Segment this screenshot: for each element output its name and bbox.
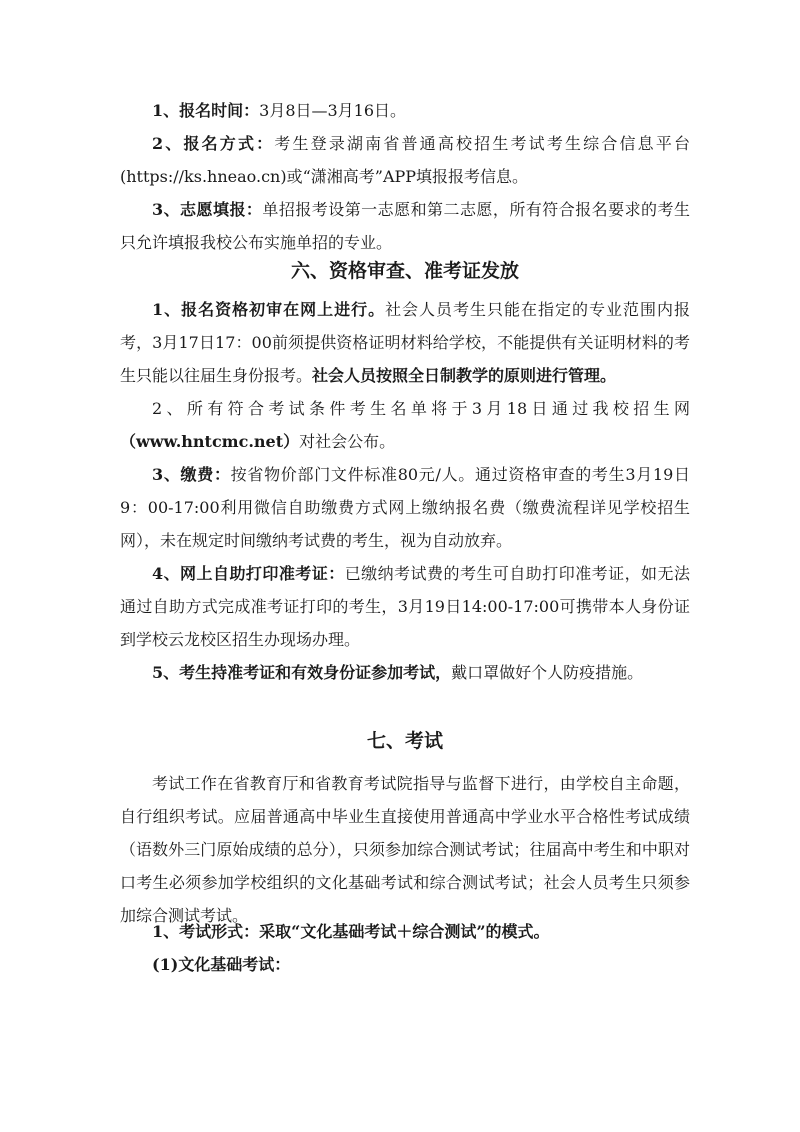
candidate-list-text-end: 对社会公布。 [299,432,396,451]
section-6-title: 六、资格审查、准考证发放 [290,260,519,282]
admission-ticket-text: 已缴纳考试费的考生可自助打印准考证，如无法通过自助方式完成准考证打印的考生，3月19日14:00-17:00可携带本人身份证到学校云龙校区招生办现场办理。 [120,564,690,649]
qualification-review [120,293,690,392]
exam-attendance-label: 5、考生持准考证和有效身份证参加考试， [152,663,452,682]
registration-method [120,127,690,193]
qualification-review-emphasis: 社会人员按照全日制教学的原则进行管理。 [312,366,617,385]
culture-basic-exam [120,948,690,981]
exam-form-label: 1、考试形式：采取“文化基础考试＋综合测试”的模式。 [152,922,550,941]
qualification-review-text: 社会人员考生只能在指定的专业范围内报考，3月17日17：00前须提供资格证明材料给学校，不能提供有关证明材料的考生只能以往届生身份报考。 [120,300,690,385]
candidate-list-notice [120,392,690,458]
exam-attendance-text: 戴口罩做好个人防疫措施。 [451,663,644,682]
preference-filling [120,193,690,259]
fee-payment-label: 3、缴费： [152,465,231,484]
preference-filling-text: 单招报考设第一志愿和第二志愿，所有符合报名要求的考生只允许填报我校公布实施单招的专业。 [120,200,690,252]
registration-method-label: 2、报名方式： [152,134,275,153]
admission-ticket-printing [120,557,690,656]
exam-form [120,915,690,948]
fee-payment [120,458,690,557]
qualification-review-label: 1、报名资格初审在网上进行。 [152,300,386,319]
exam-intro: 考试工作在省教育厅和省教育考试院指导与监督下进行，由学校自主命题，自行组织考试。应届普通高中毕业生直接使用普通高中学业水平合格性考试成绩（语数外三门原始成绩的总分），只须参加综合测试考试；往届高中考生和中职对口考生必须参加学校组织的文化基础考试和综合测试考试；社会人员考生只须参加综合测试考试。 [120,774,690,925]
preference-filling-label: 3、志愿填报： [152,200,263,219]
culture-basic-exam-label: (1)文化基础考试： [152,955,291,974]
registration-time [120,94,690,127]
exam-attendance-notice [120,656,690,689]
admission-ticket-label: 4、网上自助打印准考证： [152,564,345,583]
section-7-title: 七、考试 [366,730,443,752]
registration-time-text: 3月8日—3月16日。 [259,101,407,120]
fee-payment-text: 按省物价部门文件标准80元/人。通过资格审查的考生3月19日9：00-17:00利用微信自助缴费方式网上缴纳报名费（缴费流程详见学校招生网），未在规定时间缴纳考试费的考生，视为自动放弃。 [120,465,690,550]
registration-time-label: 1、报名时间： [152,101,260,120]
registration-method-text: 考生登录湖南省普通高校招生考试考生综合信息平台(https://ks.hneao.cn)或“潇湘高考”APP填报报考信息。 [120,134,690,186]
candidate-list-text: 2、所有符合考试条件考生名单将于3月18日通过我校招生网 [152,399,690,418]
school-website: （www.hntcmc.net） [120,432,300,451]
